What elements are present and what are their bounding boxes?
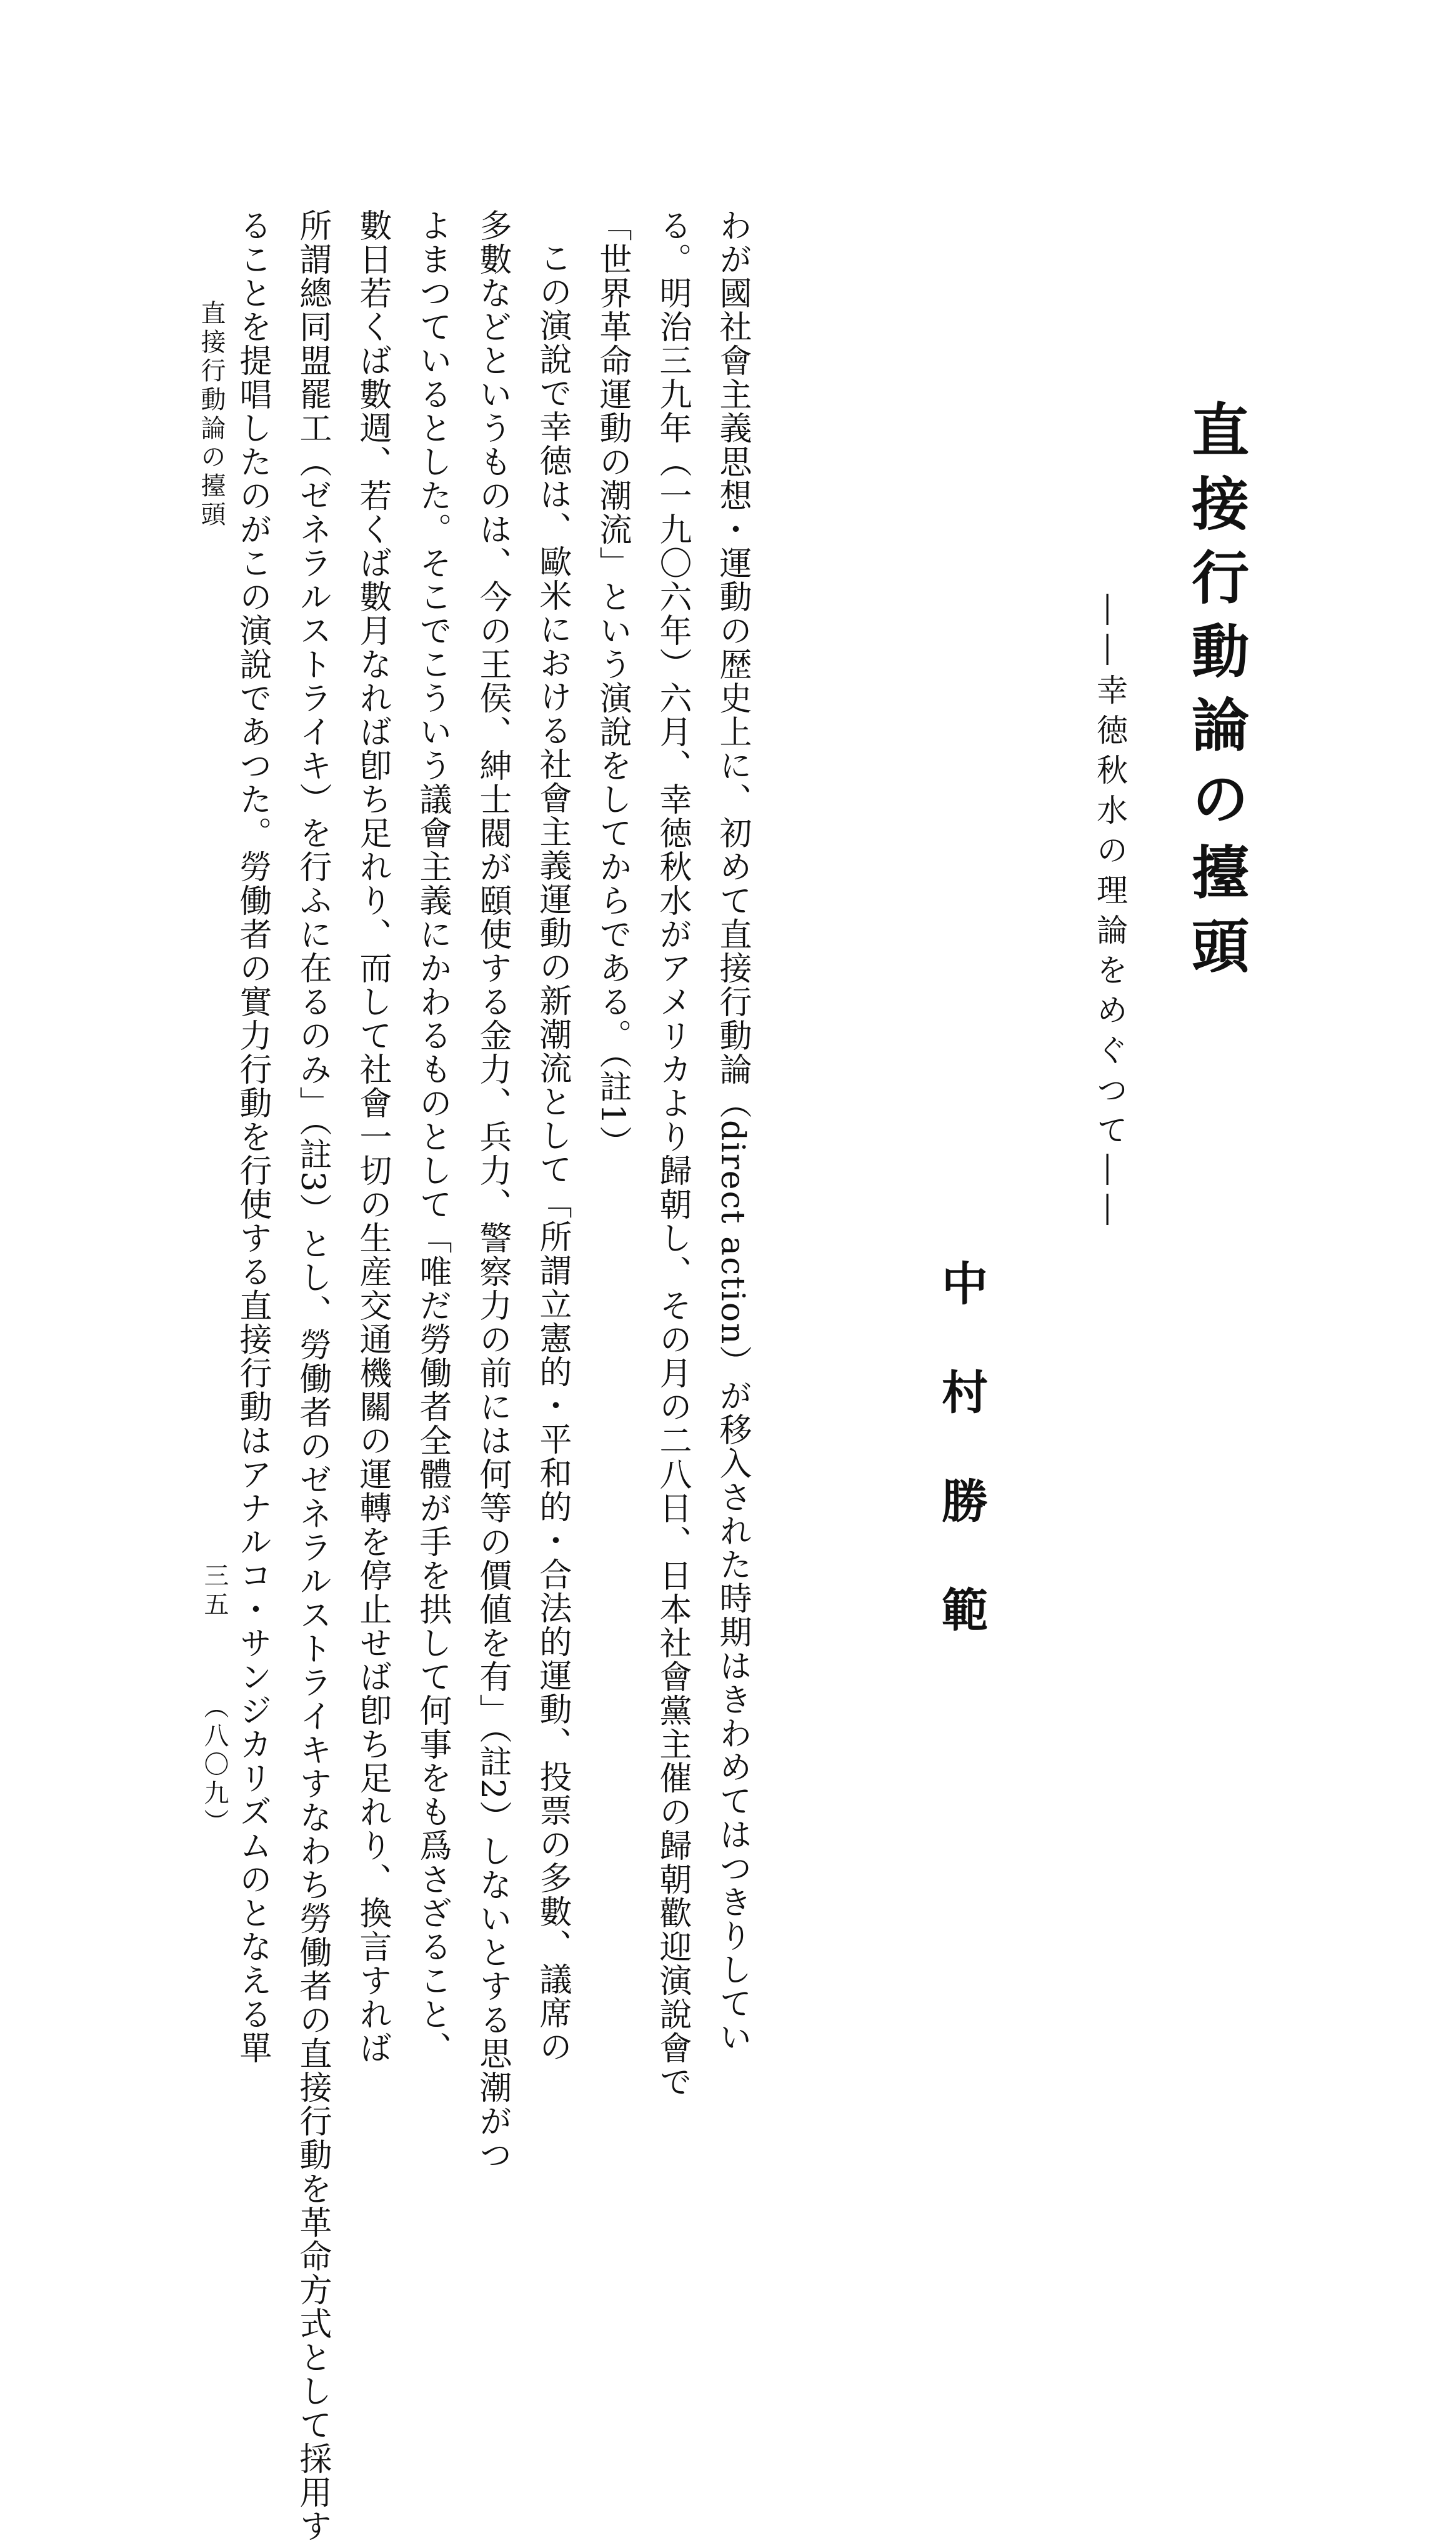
- body-line: わが國社會主義思想・運動の歴史上に、初めて直接行動論（direct action）が移入された時期はきわめてはつきりしてい: [714, 209, 751, 2054]
- body-line: 多數などというものは、今の王侯、紳士閥が頤使する金力、兵力、警察力の前には何等の價値を有」（註2）しないとする思潮がつ: [474, 209, 511, 2172]
- body-line: 「世界革命運動の潮流」という演說をしてからである。（註1）: [594, 209, 631, 1160]
- article-title: 直接行動論の擡頭: [1182, 400, 1250, 990]
- body-line: この演說で幸徳は、歐米における社會主義運動の新潮流として「所謂立憲的・平和的・合法的運動、投票の多數、議席の: [534, 241, 571, 2064]
- body-line: る。明治三九年（一九〇六年）六月、幸徳秋水がアメリカより歸朝し、その月の二八日、日本社會黨主催の歸朝歡迎演說會で: [654, 209, 691, 2099]
- body-line: よまつているとした。そこでこういう議會主義にかわるものとして「唯だ勞働者全體が手を拱して何事をも爲さざること、: [414, 209, 451, 2065]
- page-number: 三五: [200, 1562, 229, 1620]
- body-line: ることを提唱したのがこの演說であつた。勞働者の實力行動を行使する直接行動はアナルコ・サンジカリズムのとなえる單: [234, 209, 271, 2065]
- author-name: 中村勝範: [934, 1259, 988, 1694]
- body-line: 所謂總同盟罷工（ゼネラルストライキ）を行ふに在るのみ」（註3）とし、勞働者のゼネラルストライキすなわち勞働者の直接行動を革命方式として採用す: [294, 209, 331, 2543]
- section-number: （八〇九）: [200, 1694, 229, 1837]
- running-head: 直接行動論の擡頭: [197, 300, 226, 530]
- body-text: [222, 209, 762, 2543]
- article-subtitle: ――幸徳秋水の理論をめぐつて――: [1092, 594, 1128, 1234]
- body-line: 數日若くば數週、若くば數月なれば卽ち足れり、而して社會一切の生産交通機關の運轉を停止せば卽ち足れり、換言すれば: [354, 209, 391, 2065]
